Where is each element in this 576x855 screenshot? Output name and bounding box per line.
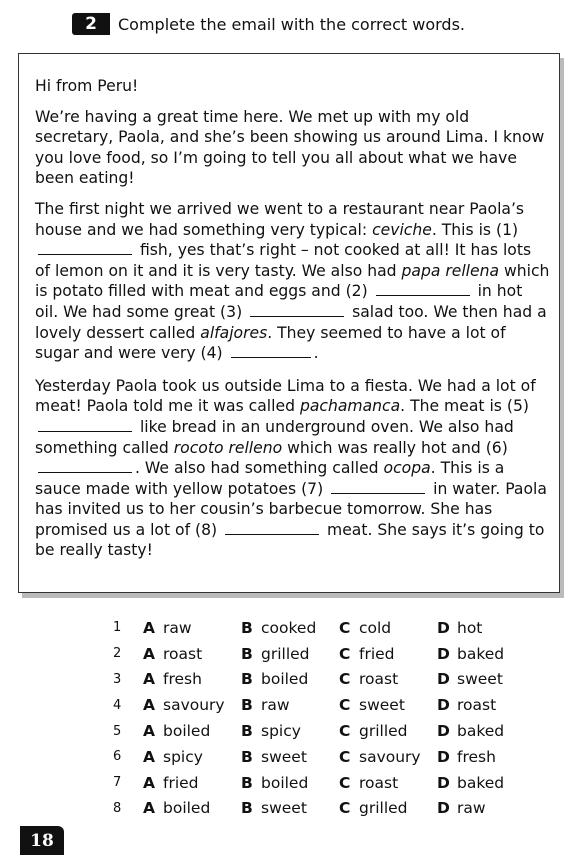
option-letter: B <box>241 644 253 663</box>
text-run: salad too. We then had a lovely dessert called <box>35 302 547 342</box>
option-letter: A <box>143 644 155 663</box>
exercise-header <box>72 13 465 35</box>
text-run: Yesterday Paola took us outside Lima to a fiesta. We had a lot of meat! Paola told me it was called <box>35 376 536 416</box>
option-word: fried <box>359 644 395 663</box>
text-run: . The meat is (5) <box>400 397 529 416</box>
option-row <box>113 718 535 744</box>
question-number: 8 <box>113 800 122 816</box>
dish-name: rocoto relleno <box>173 438 283 457</box>
option-letter: B <box>241 618 253 637</box>
option-word: cold <box>359 618 392 637</box>
option-d[interactable] <box>437 748 535 766</box>
option-letter: D <box>437 696 450 715</box>
option-letter: C <box>339 618 351 637</box>
option-c[interactable] <box>339 774 437 792</box>
option-letter: B <box>241 773 253 792</box>
gap-4[interactable] <box>231 344 311 358</box>
text-run: The first night we arrived we went to a restaurant near Paola’s house and we had something very typical: <box>35 199 525 239</box>
option-word: roast <box>163 644 203 663</box>
option-word: raw <box>457 799 486 818</box>
question-number: 3 <box>113 671 122 687</box>
dish-name: ceviche <box>372 220 432 239</box>
option-word: grilled <box>359 799 408 818</box>
gap-3[interactable] <box>250 303 344 317</box>
exercise-number: 2 <box>72 13 110 35</box>
option-c[interactable] <box>339 645 437 663</box>
option-word: spicy <box>163 747 203 766</box>
question-number: 2 <box>113 646 122 662</box>
option-word: baked <box>457 773 505 792</box>
option-d[interactable] <box>437 670 535 688</box>
option-b[interactable] <box>241 619 339 637</box>
option-letter: D <box>437 747 450 766</box>
dish-name: papa rellena <box>401 261 500 280</box>
option-row <box>113 615 535 641</box>
text-run: . <box>313 344 319 363</box>
gap-2[interactable] <box>376 282 470 296</box>
email-paragraph-2 <box>35 199 550 364</box>
text-run: fish, yes that’s right – not cooked at all! It has lots of lemon on it and it is very tasty. We also had <box>35 241 532 280</box>
option-c[interactable] <box>339 722 437 740</box>
option-letter: D <box>437 644 450 663</box>
option-word: boiled <box>261 773 309 792</box>
email-paragraph-1: We’re having a great time here. We met up with my old secretary, Paola, and she’s been showing us around Lima. I know you love food, so I’m going to tell you all about what we have been eating! <box>35 107 545 188</box>
option-letter: B <box>241 747 253 766</box>
option-letter: C <box>339 696 351 715</box>
option-b[interactable] <box>241 799 339 817</box>
option-letter: D <box>437 670 450 689</box>
option-letter: C <box>339 799 351 818</box>
email-text <box>35 76 550 571</box>
text-run: . We also had something called <box>135 459 384 478</box>
option-word: savoury <box>163 696 225 715</box>
option-d[interactable] <box>437 645 535 663</box>
dish-name: ocopa <box>383 459 431 478</box>
option-letter: D <box>437 618 450 637</box>
option-word: sweet <box>261 747 307 766</box>
dish-name: alfajores <box>200 323 268 342</box>
text-run: . They seemed to have a lot of sugar and were very (4) <box>35 323 506 363</box>
email-box <box>18 53 560 593</box>
option-letter: B <box>241 670 253 689</box>
dish-name: pachamanca <box>299 397 401 416</box>
option-letter: A <box>143 773 155 792</box>
option-a[interactable] <box>143 748 241 766</box>
option-letter: B <box>241 799 253 818</box>
option-row <box>113 692 535 718</box>
option-b[interactable] <box>241 696 339 714</box>
question-number: 6 <box>113 749 122 765</box>
option-word: sweet <box>457 670 503 689</box>
option-b[interactable] <box>241 748 339 766</box>
option-word: boiled <box>163 799 211 818</box>
option-word: roast <box>457 696 497 715</box>
option-letter: C <box>339 722 351 741</box>
option-row <box>113 770 535 796</box>
option-word: roast <box>359 773 399 792</box>
option-row <box>113 641 535 667</box>
option-b[interactable] <box>241 670 339 688</box>
option-word: baked <box>457 722 505 741</box>
question-number: 4 <box>113 697 122 713</box>
option-word: fresh <box>163 670 202 689</box>
option-word: fresh <box>457 747 496 766</box>
option-letter: B <box>241 696 253 715</box>
email-greeting: Hi from Peru! <box>35 77 139 95</box>
option-c[interactable] <box>339 799 437 817</box>
text-run: . This is (1) <box>431 220 519 239</box>
gap-8[interactable] <box>225 521 319 535</box>
text-run: in water. Paola has invited us to her cousin’s barbecue tomorrow. She has promised us a lot of (8) <box>35 479 547 539</box>
option-letter: A <box>143 722 155 741</box>
gap-1[interactable] <box>38 241 132 255</box>
option-word: cooked <box>261 618 317 637</box>
option-c[interactable] <box>339 696 437 714</box>
option-word: spicy <box>261 722 301 741</box>
option-letter: C <box>339 644 351 663</box>
option-letter: A <box>143 747 155 766</box>
option-letter: A <box>143 696 155 715</box>
option-c[interactable] <box>339 748 437 766</box>
option-b[interactable] <box>241 722 339 740</box>
option-letter: B <box>241 722 253 741</box>
option-a[interactable] <box>143 696 241 714</box>
option-letter: C <box>339 747 351 766</box>
option-letter: C <box>339 773 351 792</box>
gap-7[interactable] <box>331 480 425 494</box>
gap-5[interactable] <box>38 418 132 432</box>
option-word: savoury <box>359 747 421 766</box>
option-letter: D <box>437 799 450 818</box>
page-number: 18 <box>20 826 64 855</box>
option-letter: A <box>143 799 155 818</box>
option-word: sweet <box>359 696 405 715</box>
option-d[interactable] <box>437 774 535 792</box>
option-word: roast <box>359 670 399 689</box>
option-letter: D <box>437 722 450 741</box>
option-word: baked <box>457 644 505 663</box>
option-b[interactable] <box>241 774 339 792</box>
option-a[interactable] <box>143 799 241 817</box>
option-letter: A <box>143 670 155 689</box>
option-a[interactable] <box>143 722 241 740</box>
option-a[interactable] <box>143 619 241 637</box>
option-letter: C <box>339 670 351 689</box>
question-number: 1 <box>113 620 122 636</box>
option-a[interactable] <box>143 645 241 663</box>
option-d[interactable] <box>437 722 535 740</box>
email-paragraph-3 <box>35 376 550 561</box>
option-row <box>113 796 535 822</box>
question-number: 5 <box>113 723 122 739</box>
option-word: fried <box>163 773 199 792</box>
option-d[interactable] <box>437 799 535 817</box>
option-word: boiled <box>163 722 211 741</box>
text-run: in hot oil. We had some great (3) <box>35 282 523 321</box>
option-a[interactable] <box>143 670 241 688</box>
option-word: hot <box>457 618 483 637</box>
text-run: which is potato filled with meat and eggs and (2) <box>35 261 550 301</box>
answer-options <box>113 615 535 821</box>
text-run: . This is a sauce made with yellow potatoes (7) <box>35 459 505 498</box>
option-row <box>113 667 535 693</box>
option-d[interactable] <box>437 696 535 714</box>
option-c[interactable] <box>339 619 437 637</box>
option-d[interactable] <box>437 619 535 637</box>
option-row <box>113 744 535 770</box>
text-run: meat. She says it’s going to be really tasty! <box>35 520 545 560</box>
option-word: raw <box>261 696 290 715</box>
option-letter: D <box>437 773 450 792</box>
option-b[interactable] <box>241 645 339 663</box>
option-word: raw <box>163 618 192 637</box>
option-word: boiled <box>261 670 309 689</box>
option-word: grilled <box>359 722 408 741</box>
gap-6[interactable] <box>38 459 132 473</box>
text-run: which was really hot and (6) <box>282 438 508 457</box>
exercise-instruction: Complete the email with the correct words. <box>118 14 465 34</box>
option-a[interactable] <box>143 774 241 792</box>
option-word: grilled <box>261 644 310 663</box>
option-c[interactable] <box>339 670 437 688</box>
question-number: 7 <box>113 775 122 791</box>
option-word: sweet <box>261 799 307 818</box>
text-run: like bread in an underground oven. We also had something called <box>35 417 514 457</box>
option-letter: A <box>143 618 155 637</box>
